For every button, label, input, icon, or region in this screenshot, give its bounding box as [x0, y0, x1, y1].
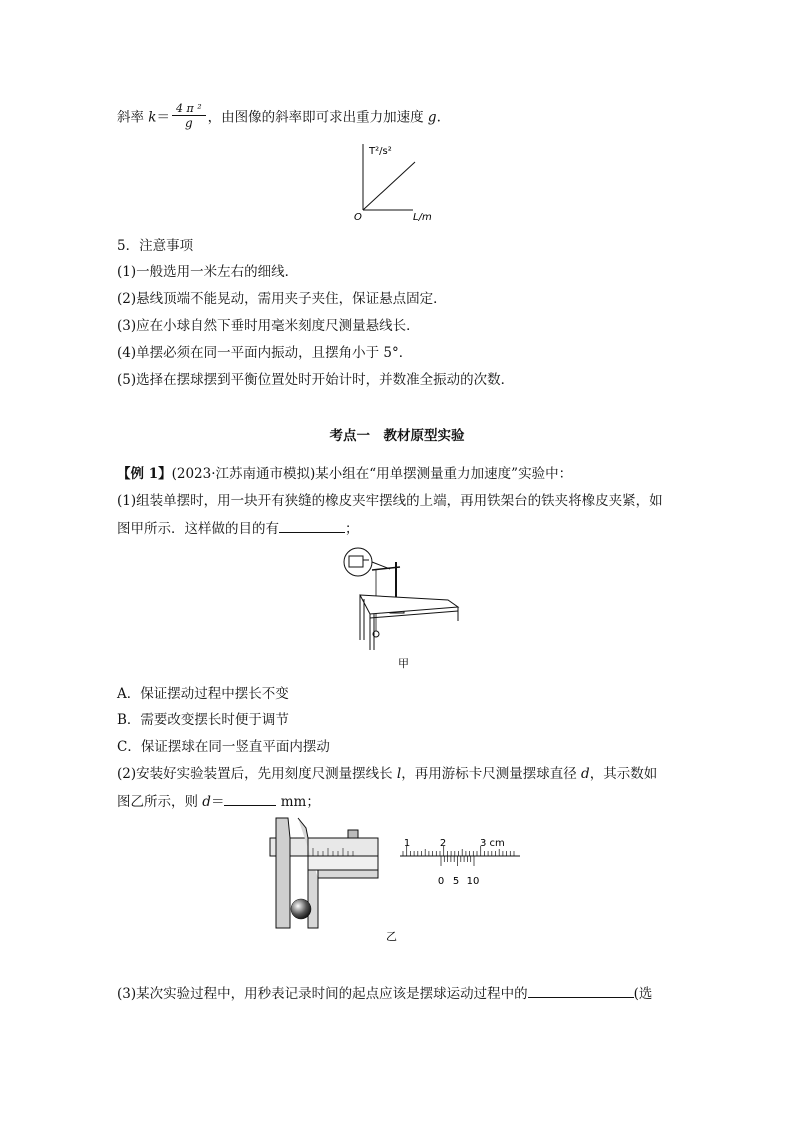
vernier-scale-ticks [441, 856, 474, 866]
q2-answer-blank[interactable] [224, 791, 276, 806]
note-item-3: (3)应在小球自然下垂时用毫米刻度尺测量悬线长． [117, 318, 420, 334]
lock-screw [348, 830, 358, 838]
q3-text: (3)某次实验过程中，用秒表记录时间的起点应该是摆球运动过程中的 [117, 986, 528, 1002]
proportional-line [363, 162, 415, 210]
fraction-numerator: 4 π ² [172, 102, 206, 116]
t-squared-vs-l-graph [345, 138, 465, 228]
table-top [360, 595, 458, 614]
slope-prefix: 斜率 [117, 109, 149, 126]
q2-text-c: ，其示数如 [589, 766, 658, 782]
q3-line [117, 983, 652, 1004]
vernier-label-5: 5 [452, 876, 460, 887]
vernier-caliper-figure [268, 818, 397, 943]
equals-sign: ＝ [156, 109, 170, 126]
note-item-5: (5)选择在摆球摆到平衡位置处时开始计时，并数准全振动的次数． [117, 372, 515, 388]
notes-heading: 5．注意事项 [117, 238, 194, 254]
fraction-4pi2-over-g [172, 102, 206, 130]
d-variable-2: d [202, 794, 211, 810]
q3-end: (选 [633, 986, 653, 1002]
vernier-label-10: 10 [466, 876, 480, 887]
example-intro: (2023·江苏南通市模拟)某小组在“用单摆测量重力加速度”实验中： [171, 466, 573, 482]
figure-label-yi: 乙 [386, 930, 397, 943]
q3-answer-blank[interactable] [528, 983, 634, 998]
vernier-label-0: 0 [437, 876, 445, 887]
l-variable: l [396, 766, 402, 782]
main-label-3cm: 3 cm [480, 838, 505, 849]
d-variable: d [581, 766, 590, 782]
q1-text: 图甲所示．这样做的目的有 [117, 521, 279, 537]
q2-line2 [117, 791, 320, 812]
pendulum-ball [291, 899, 311, 919]
example-intro-line [117, 464, 572, 484]
main-label-2: 2 [439, 838, 447, 849]
g-variable: g [427, 109, 437, 126]
k-variable: k [148, 109, 157, 126]
fixed-jaw [276, 818, 290, 928]
q2-unit: mm； [276, 794, 320, 810]
origin-label: O [354, 212, 362, 223]
q1-end: ； [345, 521, 359, 537]
option-a: A．保证摆动过程中摆长不变 [117, 686, 289, 702]
y-axis-label: T²/s² [369, 146, 392, 157]
slope-end: . [436, 109, 441, 126]
vernier-scale-reading [398, 832, 528, 888]
slope-suffix: ，由图像的斜率即可求出重力加速度 [207, 109, 428, 126]
section-title: 考点一 教材原型实验 [329, 428, 465, 444]
example-tag: 【例 1】 [117, 466, 172, 482]
option-c: C．保证摆球在同一竖直平面内摆动 [117, 739, 330, 755]
q1-answer-blank[interactable] [279, 518, 345, 533]
note-item-1: (1)一般选用一米左右的细线． [117, 264, 299, 280]
option-b: B．需要改变摆长时便于调节 [117, 712, 289, 728]
q1-line1: (1)组装单摆时，用一块开有狭缝的橡皮夹牢摆线的上端，再用铁架台的铁夹将橡皮夹紧，如 [117, 493, 663, 509]
q2-equals: ＝ [210, 794, 225, 810]
x-axis-label: L/m [413, 212, 432, 223]
rubber-clip-detail [349, 556, 363, 567]
note-item-4: (4)单摆必须在同一平面内振动，且摆角小于 5°． [117, 345, 413, 361]
figure-label-jia: 甲 [398, 657, 409, 670]
fraction-denominator: g [184, 116, 193, 130]
slope-formula-line [117, 104, 441, 132]
q2-text-b: ，再用游标卡尺测量摆球直径 [401, 766, 582, 782]
q2-text-a: (2)安装好实验装置后，先用刻度尺测量摆线长 [117, 766, 397, 782]
pendulum-setup-figure [330, 545, 470, 670]
note-item-2: (2)悬线顶端不能晃动，需用夹子夹住，保证悬点固定． [117, 291, 447, 307]
q2-line1 [117, 764, 657, 784]
vernier-slide [308, 856, 378, 870]
main-label-1: 1 [403, 838, 411, 849]
q1-line2 [117, 518, 359, 539]
q2-text-d: 图乙所示，则 [117, 794, 203, 810]
